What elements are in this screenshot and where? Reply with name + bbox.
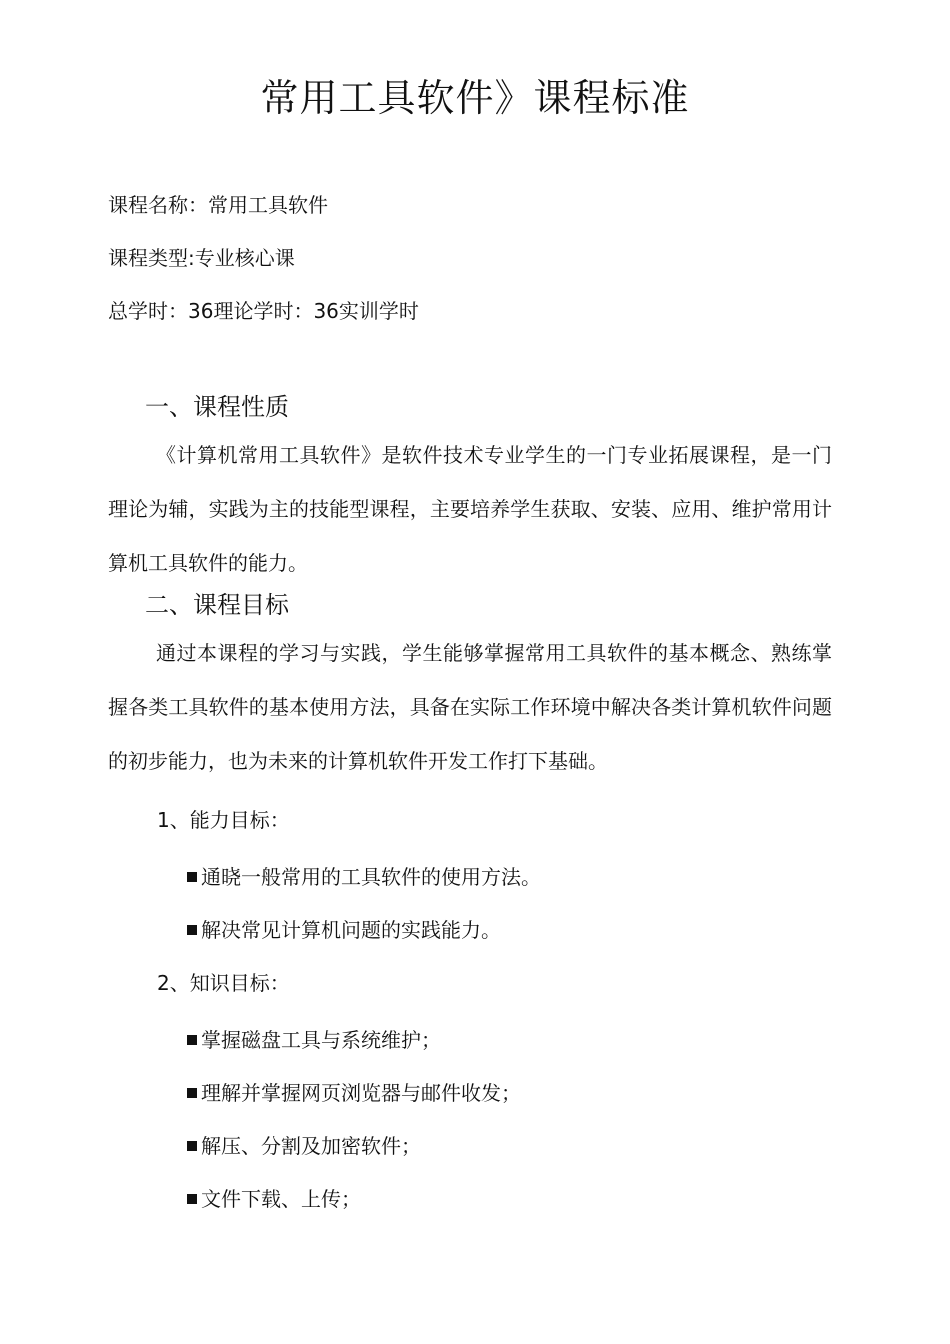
square-bullet-icon bbox=[187, 872, 197, 882]
square-bullet-icon bbox=[187, 1141, 197, 1151]
square-bullet-icon bbox=[187, 925, 197, 935]
list-item-text: 文件下载、上传； bbox=[201, 1187, 361, 1211]
square-bullet-icon bbox=[187, 1035, 197, 1045]
section-heading-goals: 二、课程目标 bbox=[145, 591, 289, 619]
list-item bbox=[187, 1184, 361, 1214]
list-item-text: 掌握磁盘工具与系统维护； bbox=[201, 1028, 441, 1052]
square-bullet-icon bbox=[187, 1194, 197, 1204]
square-bullet-icon bbox=[187, 1088, 197, 1098]
list-item bbox=[187, 1131, 421, 1161]
list-item bbox=[187, 862, 541, 892]
course-name: 课程名称：常用工具软件 bbox=[108, 193, 328, 217]
goal-label-ability: 1、能力目标： bbox=[157, 808, 290, 832]
list-item-text: 理解并掌握网页浏览器与邮件收发； bbox=[201, 1081, 521, 1105]
section-paragraph-goals: 通过本课程的学习与实践，学生能够掌握常用工具软件的基本概念、熟练掌握各类工具软件的基本使用方法，具备在实际工作环境中解决各类计算机软件问题的初步能力，也为未来的计算机软件开发工作打下基础。 bbox=[108, 641, 832, 773]
section-heading-nature: 一、课程性质 bbox=[145, 393, 289, 421]
list-item-text: 解决常见计算机问题的实践能力。 bbox=[201, 918, 501, 942]
goal-label-knowledge: 2、知识目标： bbox=[157, 971, 290, 995]
section-paragraph-nature: 《计算机常用工具软件》是软件技术专业学生的一门专业拓展课程，是一门理论为辅，实践为主的技能型课程，主要培养学生获取、安装、应用、维护常用计算机工具软件的能力。 bbox=[108, 443, 832, 575]
course-type: 课程类型:专业核心课 bbox=[108, 246, 295, 270]
course-hours: 总学时：36理论学时：36实训学时 bbox=[108, 299, 419, 323]
list-item-text: 通晓一般常用的工具软件的使用方法。 bbox=[201, 865, 541, 889]
list-item bbox=[187, 1025, 441, 1055]
list-item-text: 解压、分割及加密软件； bbox=[201, 1134, 421, 1158]
document-title: 常用工具软件》课程标准 bbox=[260, 76, 690, 120]
list-item bbox=[187, 1078, 521, 1108]
list-item bbox=[187, 915, 501, 945]
